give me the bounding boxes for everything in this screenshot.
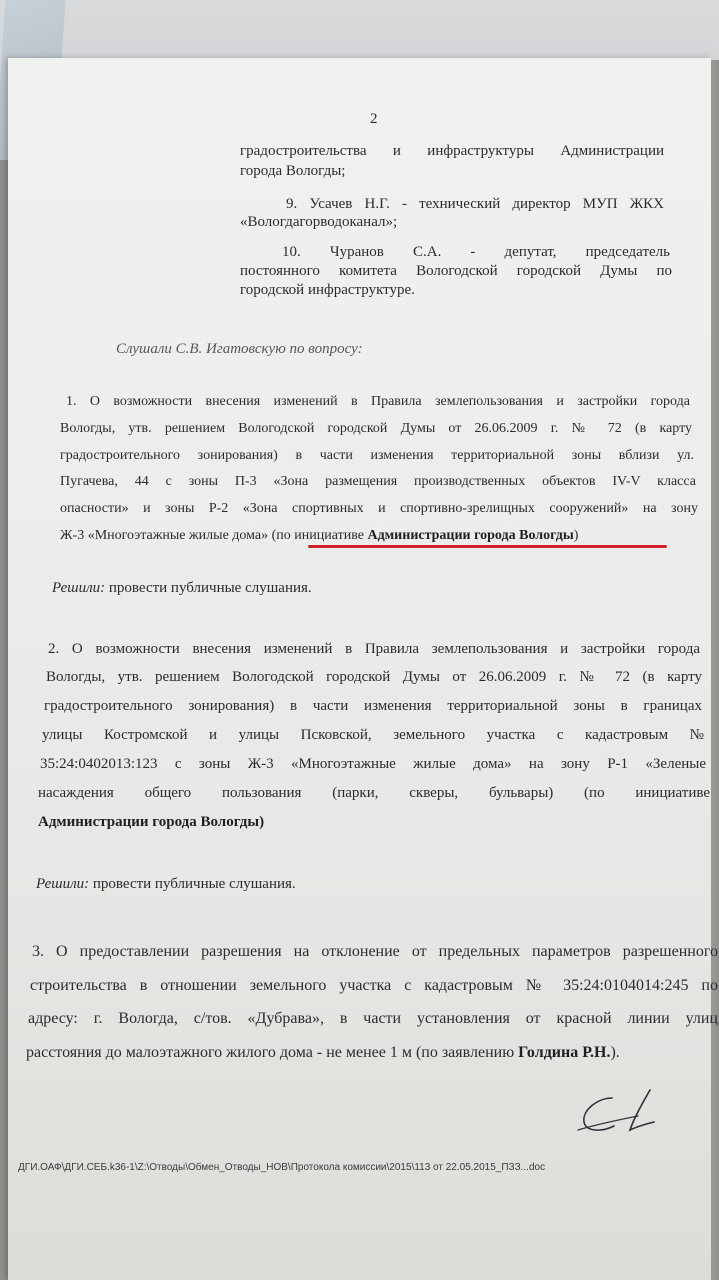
item2-line7: Администрации города Вологды)	[38, 814, 265, 830]
footer-file-path: ДГИ.ОАФ\ДГИ.СЕБ.k36-1\Z:\Отводы\Обмен_Отводы_НОВ\Протокола комиссии\2015\113 от 22.05.2015_ПЗЗ...doc	[18, 1162, 546, 1173]
member-9-line2: «Вологдагорводоканал»;	[240, 214, 398, 230]
item2-line6: насаждения общего пользования (парки, скверы, бульвары) (по инициативе	[38, 785, 710, 801]
page-number: 2	[370, 111, 378, 127]
item1-line4: Пугачева, 44 с зоны П-3 «Зона размещения производственных объектов IV-V класса	[60, 474, 696, 489]
member-continued-line1: градостроительства и инфраструктуры Администрации	[240, 143, 664, 159]
member-10-line3: городской инфраструктуре.	[240, 282, 415, 298]
decision-2: Решили: провести публичные слушания.	[36, 876, 296, 892]
red-underline	[308, 545, 667, 548]
applicant-name: Голдина Р.Н.	[518, 1044, 611, 1061]
member-10-line1: 10. Чуранов С.А. - депутат, председатель	[282, 244, 670, 260]
item2-line4: улицы Костромской и улицы Псковской, земельного участка с кадастровым №	[42, 727, 704, 743]
item3-line2: строительства в отношении земельного участка с кадастровым № 35:24:0104014:245 по	[30, 977, 718, 994]
heard-heading: Слушали С.В. Игатовскую по вопросу:	[116, 341, 363, 357]
member-9-line1: 9. Усачев Н.Г. - технический директор МУП ЖКХ	[286, 196, 664, 212]
item3-line4: расстояния до малоэтажного жилого дома - не менее 1 м (по заявлению Голдина Р.Н.).	[26, 1044, 620, 1061]
item2-line3: градостроительного зонирования) в части изменения территориальной зоны в границах	[44, 698, 702, 714]
item2-line2: Вологды, утв. решением Вологодской городской Думы от 26.06.2009 г. № 72 (в карту	[46, 669, 702, 685]
item1-line3: градостроительного зонирования) в части изменения территориальной зоны вблизи ул.	[60, 448, 694, 463]
handwritten-signature	[568, 1084, 678, 1140]
item1-line2: Вологды, утв. решением Вологодской городской Думы от 26.06.2009 г. № 72 (в карту	[60, 421, 692, 436]
initiator-admin-1: Администрации города Вологды	[367, 528, 574, 543]
document-page	[8, 58, 718, 1280]
item2-line1: 2. О возможности внесения изменений в Правила землепользования и застройки города	[48, 641, 700, 657]
item1-line1: 1. О возможности внесения изменений в Правила землепользования и застройки города	[66, 394, 690, 409]
member-continued-line2: города Вологды;	[240, 163, 346, 179]
item3-line1: 3. О предоставлении разрешения на отклонение от предельных параметров разрешенного	[32, 943, 718, 960]
item3-line3: адресу: г. Вологда, с/тов. «Дубрава», в части установления от красной линии улиц	[28, 1010, 718, 1027]
item1-line5: опасности» и зоны Р-2 «Зона спортивных и спортивно-зрелищных сооружений» на зону	[60, 501, 698, 516]
item2-line5: 35:24:0402013:123 с зоны Ж-3 «Многоэтажные жилые дома» на зону Р-1 «Зеленые	[40, 756, 706, 772]
decision-1: Решили: провести публичные слушания.	[52, 580, 312, 596]
member-10-line2: постоянного комитета Вологодской городской Думы по	[240, 263, 672, 279]
initiator-admin-2: Администрации города Вологды	[38, 814, 260, 830]
item1-line6: Ж-3 «Многоэтажные жилые дома» (по инициативе Администрации города Вологды)	[60, 528, 579, 543]
